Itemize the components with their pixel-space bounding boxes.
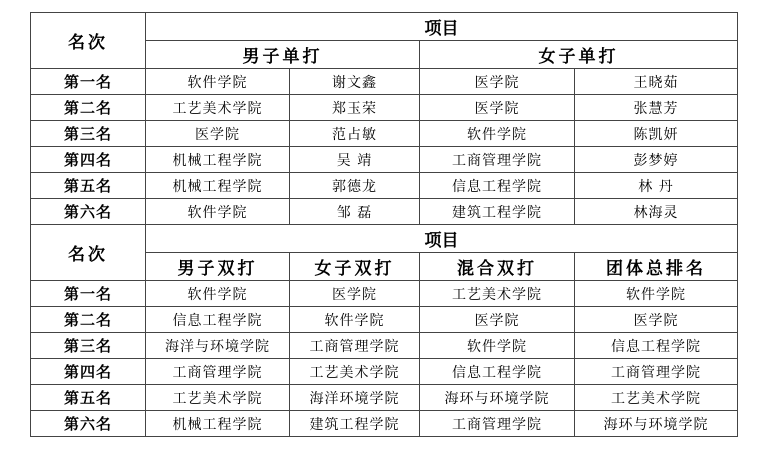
header-mens-doubles: 男子双打 [146, 253, 290, 281]
rank-cell: 第五名 [31, 385, 146, 411]
mens-singles-college: 医学院 [146, 121, 290, 147]
rank-cell: 第六名 [31, 199, 146, 225]
table2-rank-header: 名次 [31, 225, 146, 281]
womens-doubles-college: 工商管理学院 [290, 333, 420, 359]
womens-singles-player: 王晓茹 [575, 69, 738, 95]
womens-singles-college: 信息工程学院 [420, 173, 575, 199]
table-row [31, 95, 738, 121]
table-row [31, 173, 738, 199]
rank-cell: 第四名 [31, 147, 146, 173]
table1-rank-header: 名次 [31, 13, 146, 69]
team-overall-college: 工艺美术学院 [575, 385, 738, 411]
mens-singles-player: 谢文鑫 [290, 69, 420, 95]
rank-cell: 第三名 [31, 333, 146, 359]
mixed-doubles-college: 医学院 [420, 307, 575, 333]
womens-doubles-college: 医学院 [290, 281, 420, 307]
table-row [31, 359, 738, 385]
header-mens-singles: 男子单打 [146, 41, 420, 69]
team-overall-college: 信息工程学院 [575, 333, 738, 359]
results-sheet [30, 12, 737, 437]
mens-doubles-college: 工艺美术学院 [146, 385, 290, 411]
mixed-doubles-college: 信息工程学院 [420, 359, 575, 385]
rank-cell: 第二名 [31, 95, 146, 121]
womens-singles-college: 医学院 [420, 95, 575, 121]
table-row [31, 199, 738, 225]
womens-singles-college: 软件学院 [420, 121, 575, 147]
womens-singles-college: 医学院 [420, 69, 575, 95]
table-row [31, 69, 738, 95]
womens-singles-player: 张慧芳 [575, 95, 738, 121]
mens-singles-player: 邹 磊 [290, 199, 420, 225]
mens-doubles-college: 信息工程学院 [146, 307, 290, 333]
womens-doubles-college: 工艺美术学院 [290, 359, 420, 385]
womens-doubles-college: 海洋环境学院 [290, 385, 420, 411]
mens-singles-college: 工艺美术学院 [146, 95, 290, 121]
womens-doubles-college: 软件学院 [290, 307, 420, 333]
mens-doubles-college: 软件学院 [146, 281, 290, 307]
mixed-doubles-college: 海环与环境学院 [420, 385, 575, 411]
rank-cell: 第五名 [31, 173, 146, 199]
table-row [31, 385, 738, 411]
team-overall-college: 工商管理学院 [575, 359, 738, 385]
mens-singles-college: 机械工程学院 [146, 147, 290, 173]
team-overall-college: 医学院 [575, 307, 738, 333]
mens-singles-college: 机械工程学院 [146, 173, 290, 199]
table-row [31, 333, 738, 359]
rank-cell: 第四名 [31, 359, 146, 385]
rank-cell: 第二名 [31, 307, 146, 333]
table2-header-row [31, 225, 738, 253]
mens-singles-college: 软件学院 [146, 69, 290, 95]
team-overall-college: 海环与环境学院 [575, 411, 738, 437]
header-womens-doubles: 女子双打 [290, 253, 420, 281]
mens-singles-player: 范占敏 [290, 121, 420, 147]
rank-cell: 第三名 [31, 121, 146, 147]
womens-singles-player: 林海灵 [575, 199, 738, 225]
womens-singles-player: 陈凯妍 [575, 121, 738, 147]
table2-group-header: 项目 [146, 225, 738, 253]
table-row [31, 307, 738, 333]
rank-cell: 第一名 [31, 281, 146, 307]
table-row [31, 147, 738, 173]
header-womens-singles: 女子单打 [420, 41, 738, 69]
mens-singles-college: 软件学院 [146, 199, 290, 225]
mens-doubles-college: 工商管理学院 [146, 359, 290, 385]
results-table [30, 12, 738, 437]
table1-group-header: 项目 [146, 13, 738, 41]
mens-singles-player: 吴 靖 [290, 147, 420, 173]
womens-singles-player: 彭梦婷 [575, 147, 738, 173]
womens-singles-college: 建筑工程学院 [420, 199, 575, 225]
table1-header-row [31, 13, 738, 41]
team-overall-college: 软件学院 [575, 281, 738, 307]
header-mixed-doubles: 混合双打 [420, 253, 575, 281]
womens-singles-player: 林 丹 [575, 173, 738, 199]
mixed-doubles-college: 软件学院 [420, 333, 575, 359]
mens-doubles-college: 机械工程学院 [146, 411, 290, 437]
header-team-overall: 团体总排名 [575, 253, 738, 281]
mens-singles-player: 郑玉荣 [290, 95, 420, 121]
mens-singles-player: 郭德龙 [290, 173, 420, 199]
table-row [31, 281, 738, 307]
mens-doubles-college: 海洋与环境学院 [146, 333, 290, 359]
table-row [31, 411, 738, 437]
womens-doubles-college: 建筑工程学院 [290, 411, 420, 437]
rank-cell: 第六名 [31, 411, 146, 437]
womens-singles-college: 工商管理学院 [420, 147, 575, 173]
table-row [31, 121, 738, 147]
rank-cell: 第一名 [31, 69, 146, 95]
mixed-doubles-college: 工艺美术学院 [420, 281, 575, 307]
mixed-doubles-college: 工商管理学院 [420, 411, 575, 437]
